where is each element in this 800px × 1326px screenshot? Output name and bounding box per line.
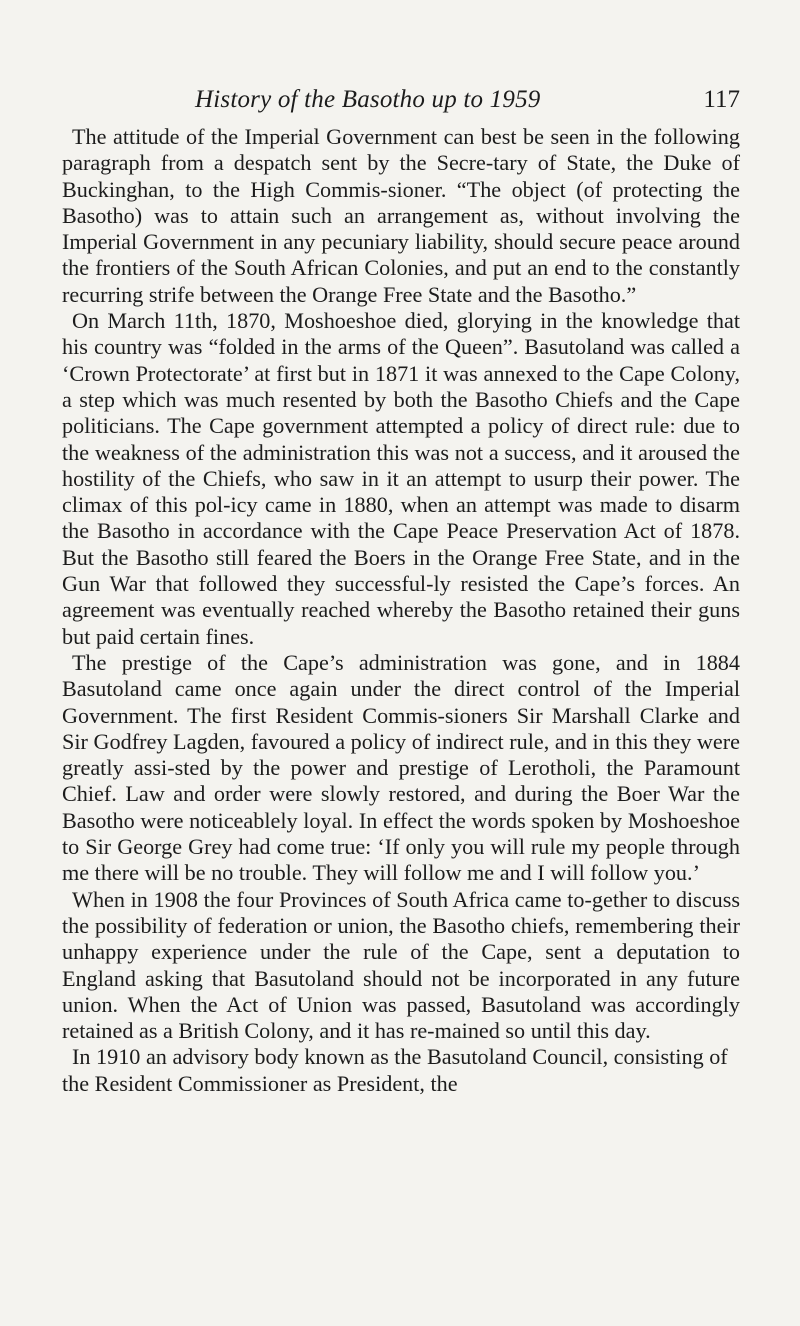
paragraph-council-1910: In 1910 an advisory body known as the Basutoland Council, consisting of the Resident Commissioner as President, the — [62, 1044, 728, 1096]
body-text — [62, 124, 740, 1097]
running-head — [60, 86, 740, 120]
paragraph-union-1908: When in 1908 the four Provinces of South Africa came to-gether to discuss the possibility of federation or union, the Basotho chiefs, remembering their unhappy experience under the rule of the Cape, sent a deputation to England asking that Basutoland should not be incorporated in any future union. When the Act of Union was passed, Basutoland was accordingly retained as a British Colony, and it has re-mained so until this day. — [62, 886, 740, 1044]
running-title: History of the Basotho up to 1959 — [195, 86, 541, 113]
paragraph-imperial-control: The prestige of the Cape’s administration was gone, and in 1884 Basutoland came once again under the direct control of the Imperial Government. The first Resident Commis-sioners Sir Marshall Clarke and Sir Godfrey Lagden, favoured a policy of indirect rule, and in this they were greatly assi-sted by the power and prestige of Lerotholi, the Paramount Chief. Law and order were slowly restored, and during the Boer War the Basotho were noticeablely loyal. In effect the words spoken by Moshoeshoe to Sir George Grey had come true: ‘If only you will rule my people through me there will be no trouble. They will follow me and I will follow you.’ — [62, 649, 740, 886]
page-number: 117 — [703, 86, 740, 113]
paragraph-imperial-attitude: The attitude of the Imperial Government can best be seen in the following paragraph from a despatch sent by the Secre-tary of State, the Duke of Buckinghan, to the High Commis-sioner. “The object (of protecting the Basotho) was to attain such an arrangement as, without involving the Imperial Government in any pecuniary liability, should secure peace around the frontiers of the South African Colonies, and put an end to the constantly recurring strife between the Orange Free State and the Basotho.” — [62, 124, 740, 307]
paragraph-moshoeshoe-death: On March 11th, 1870, Moshoeshoe died, glorying in the knowledge that his country was “folded in the arms of the Queen”. Basutoland was called a ‘Crown Protectorate’ at first but in 1871 it was annexed to the Cape Colony, a step which was much resented by both the Basotho Chiefs and the Cape politicians. The Cape government attempted a policy of direct rule: due to the weakness of the administration this was not a success, and it aroused the hostility of the Chiefs, who saw in it an attempt to usurp their power. The climax of this pol-icy came in 1880, when an attempt was made to disarm the Basotho in accordance with the Cape Peace Preservation Act of 1878. But the Basotho still feared the Boers in the Orange Free State, and in the Gun War that followed they successful-ly resisted the Cape’s forces. An agreement was eventually reached whereby the Basotho retained their guns but paid certain fines. — [62, 308, 740, 649]
